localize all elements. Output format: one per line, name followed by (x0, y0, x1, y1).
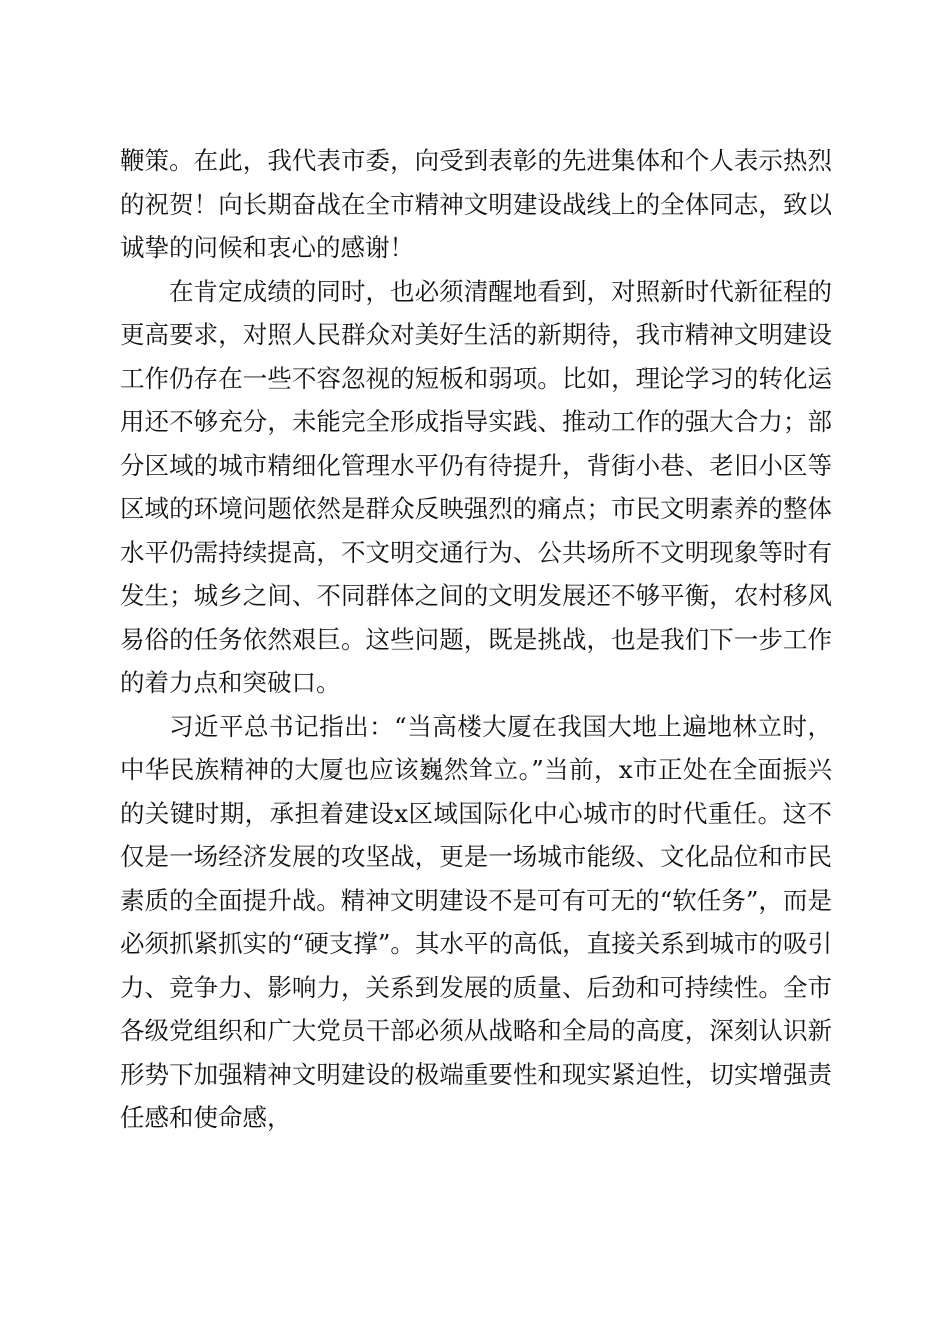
paragraph-continuation: 鞭策。在此，我代表市委，向受到表彰的先进集体和个人表示热烈的祝贺！向长期奋战在全市精神文明建设战线上的全体同志，致以诚挚的问候和衷心的感谢！ (120, 146, 832, 262)
paragraph-xi-quote: 习近平总书记指出：“当高楼大厦在我国大地上遍地林立时，中华民族精神的大厦也应该巍然耸立。”当前，x市正处在全面振兴的关键时期，承担着建设x区域国际化中心城市的时代重任。这不仅是一场经济发展的攻坚战，更是一场城市能级、文化品位和市民素质的全面提升战。精神文明建设不是可有可无的“软任务”，而是必须抓紧抓实的“硬支撑”。其水平的高低，直接关系到城市的吸引力、竞争力、影响力，关系到发展的质量、后劲和可持续性。全市各级党组织和广大党员干部必须从战略和全局的高度，深刻认识新形势下加强精神文明建设的极端重要性和现实紧迫性，切实增强责任感和使命感， (120, 711, 832, 1132)
paragraph-shortcomings: 在肯定成绩的同时，也必须清醒地看到，对照新时代新征程的更高要求，对照人民群众对美好生活的新期待，我市精神文明建设工作仍存在一些不容忽视的短板和弱项。比如，理论学习的转化运用还不够充分，未能完全形成指导实践、推动工作的强大合力；部分区域的城市精细化管理水平仍有待提升，背街小巷、老旧小区等区域的环境问题依然是群众反映强烈的痛点；市民文明素养的整体水平仍需持续提高，不文明交通行为、公共场所不文明现象等时有发生；城乡之间、不同群体之间的文明发展还不够平衡，农村移风易俗的任务依然艰巨。这些问题，既是挑战，也是我们下一步工作的着力点和突破口。 (120, 276, 832, 697)
document-body (120, 139, 832, 1140)
